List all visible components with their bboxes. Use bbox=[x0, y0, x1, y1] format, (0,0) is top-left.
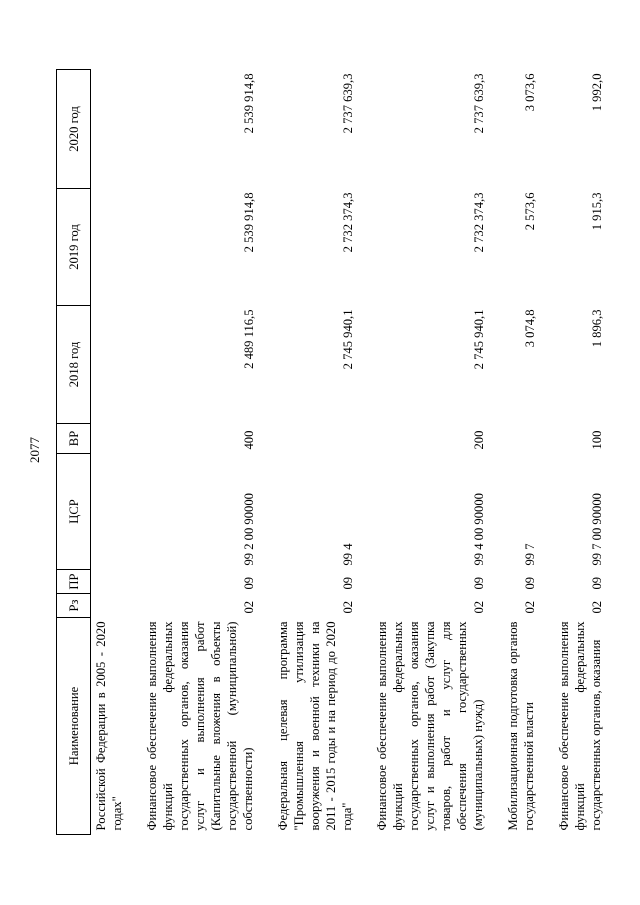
row-vr: 400 bbox=[242, 430, 256, 450]
table-row bbox=[91, 70, 130, 835]
page-number: 2077 bbox=[27, 437, 42, 463]
row-csr: 99 7 00 90000 bbox=[590, 493, 604, 566]
row-pr: 09 bbox=[590, 576, 604, 590]
row-2018: 2 489 116,5 bbox=[242, 309, 256, 369]
row-pr: 09 bbox=[341, 576, 355, 590]
row-csr: 99 4 bbox=[341, 543, 355, 566]
col-header-vr: ВР bbox=[57, 424, 91, 454]
row-name: Финансовое обеспечение выполнения функций федеральных государственных органов, оказания услуг и выполнения работ (Закупка товаров, работ и услуг для обеспечения государственных (муниципальных) нужд) bbox=[375, 621, 485, 831]
row-2019: 2 539 914,8 bbox=[242, 192, 256, 253]
row-spacer bbox=[359, 70, 372, 835]
row-name: Финансовое обеспечение выполнения функций федеральных государственных органов, оказания услуг и выполнения работ (Капитальные вложения в объекты государственной (муниципальной) собственности) bbox=[145, 621, 255, 831]
row-spacer bbox=[260, 70, 273, 835]
row-2020: 2 737 639,3 bbox=[341, 73, 355, 134]
row-2020 bbox=[91, 70, 130, 189]
col-header-2020: 2020 год bbox=[57, 70, 91, 189]
row-2018 bbox=[91, 306, 130, 424]
row-pr: 09 bbox=[242, 576, 256, 590]
col-header-csr: ЦСР bbox=[57, 454, 91, 570]
row-2020: 2 539 914,8 bbox=[242, 73, 256, 134]
row-vr bbox=[273, 424, 359, 454]
row-csr bbox=[91, 454, 130, 570]
row-vr: 100 bbox=[590, 430, 604, 450]
row-csr: 99 2 00 90000 bbox=[242, 493, 256, 566]
row-csr: 99 7 bbox=[523, 543, 537, 566]
row-pr: 09 bbox=[472, 576, 486, 590]
row-rz: 02 bbox=[472, 600, 486, 614]
row-vr: 200 bbox=[472, 430, 486, 450]
table-row bbox=[503, 70, 541, 835]
row-2019 bbox=[91, 189, 130, 306]
row-spacer bbox=[129, 70, 142, 835]
table-row bbox=[554, 70, 608, 835]
row-2018: 3 074,8 bbox=[523, 309, 537, 348]
row-name: Финансовое обеспечение выполнения функций федеральных государственных органов, оказания bbox=[557, 621, 603, 831]
row-spacer bbox=[490, 70, 503, 835]
row-name: Российской Федерации в 2005 - 2020 годах" bbox=[94, 621, 124, 831]
row-2019: 2 573,6 bbox=[523, 192, 537, 231]
col-header-2019: 2019 год bbox=[57, 189, 91, 306]
row-name: Мобилизационная подготовка органов государственной власти bbox=[506, 621, 536, 831]
table-row bbox=[273, 70, 359, 835]
row-spacer bbox=[541, 70, 554, 835]
row-2018: 1 896,3 bbox=[590, 309, 604, 348]
row-vr bbox=[91, 424, 130, 454]
col-header-2018: 2018 год bbox=[57, 306, 91, 424]
col-header-rz: Рз bbox=[57, 594, 91, 618]
table-row bbox=[372, 70, 490, 835]
row-2019: 1 915,3 bbox=[590, 192, 604, 231]
row-2018: 2 745 940,1 bbox=[472, 309, 486, 370]
budget-table bbox=[56, 69, 608, 835]
row-rz: 02 bbox=[242, 600, 256, 614]
row-2020: 1 992,0 bbox=[590, 73, 604, 112]
row-2019: 2 732 374,3 bbox=[472, 192, 486, 253]
row-2018: 2 745 940,1 bbox=[341, 309, 355, 370]
row-2020: 3 073,6 bbox=[523, 73, 537, 112]
page-number-container bbox=[20, 430, 50, 470]
row-2020: 2 737 639,3 bbox=[472, 73, 486, 134]
row-rz: 02 bbox=[523, 600, 537, 614]
row-rz bbox=[91, 594, 130, 618]
row-pr: 09 bbox=[523, 576, 537, 590]
table-body bbox=[91, 70, 609, 835]
row-rz: 02 bbox=[590, 600, 604, 614]
col-header-name: Наименование bbox=[57, 618, 91, 835]
table-row bbox=[142, 70, 260, 835]
row-csr: 99 4 00 90000 bbox=[472, 493, 486, 566]
table-header bbox=[57, 70, 91, 835]
col-header-pr: ПР bbox=[57, 570, 91, 594]
row-pr bbox=[91, 570, 130, 594]
row-vr bbox=[503, 424, 541, 454]
row-2019: 2 732 374,3 bbox=[341, 192, 355, 253]
row-rz: 02 bbox=[341, 600, 355, 614]
budget-table-rotated bbox=[56, 70, 604, 835]
row-name: Федеральная целевая программа "Промышленная утилизация вооружения и военной техники на 2011 - 2015 годы и на период до 2020 года" bbox=[276, 621, 354, 831]
